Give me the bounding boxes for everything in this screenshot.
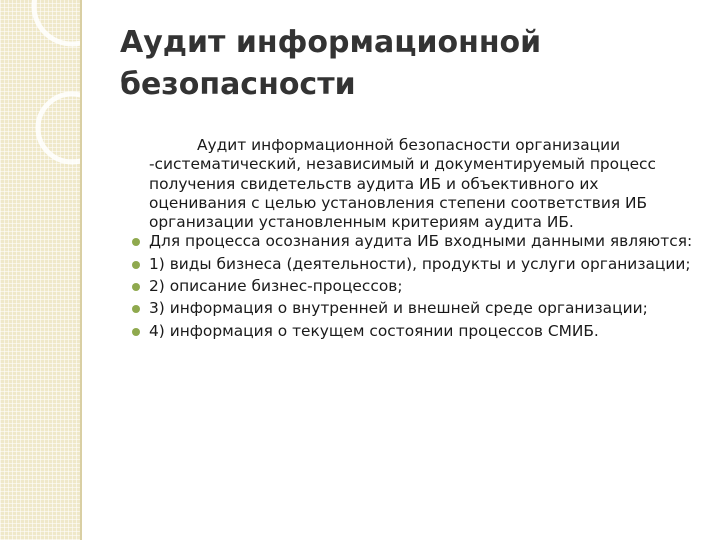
bullet-dot-icon: [132, 328, 140, 336]
bullet-dot-icon: [132, 261, 140, 269]
bullet-item: [128, 232, 698, 251]
slide-title-line-1: Аудит информационной: [120, 25, 542, 60]
bullet-text: 1) виды бизнеса (деятельности), продукты и услуги организации;: [149, 254, 691, 273]
decorative-side-panel: [0, 0, 80, 540]
bullet-list: [128, 232, 698, 340]
bullet-text: 4) информация о текущем состоянии процессов СМИБ.: [149, 321, 599, 340]
intro-paragraph: Аудит информационной безопасности организации -систематический, независимый и документируемый процесс получения свидетельств аудита ИБ и объективного их оценивания с целью установления степени соответствия ИБ организации установленным критериям аудита ИБ.: [149, 136, 656, 232]
bullet-dot-icon: [132, 283, 140, 291]
bullet-dot-icon: [132, 305, 140, 313]
bullet-item: [128, 299, 698, 318]
bullet-text: 2) описание бизнес-процессов;: [149, 277, 403, 296]
decorative-circles: [0, 0, 80, 540]
bullet-item: [128, 255, 698, 274]
bullet-text: 3) информация о внутренней и внешней среде организации;: [149, 299, 648, 318]
slide-title-line-2: безопасности: [120, 67, 356, 102]
slide-title: [120, 22, 680, 106]
bullet-item: [128, 322, 698, 341]
side-panel-border: [80, 0, 82, 540]
slide-body: [128, 136, 698, 344]
bullet-dot-icon: [132, 238, 140, 246]
bullet-item: [128, 277, 698, 296]
bullet-text: Для процесса осознания аудита ИБ входными данными являются:: [149, 232, 693, 251]
